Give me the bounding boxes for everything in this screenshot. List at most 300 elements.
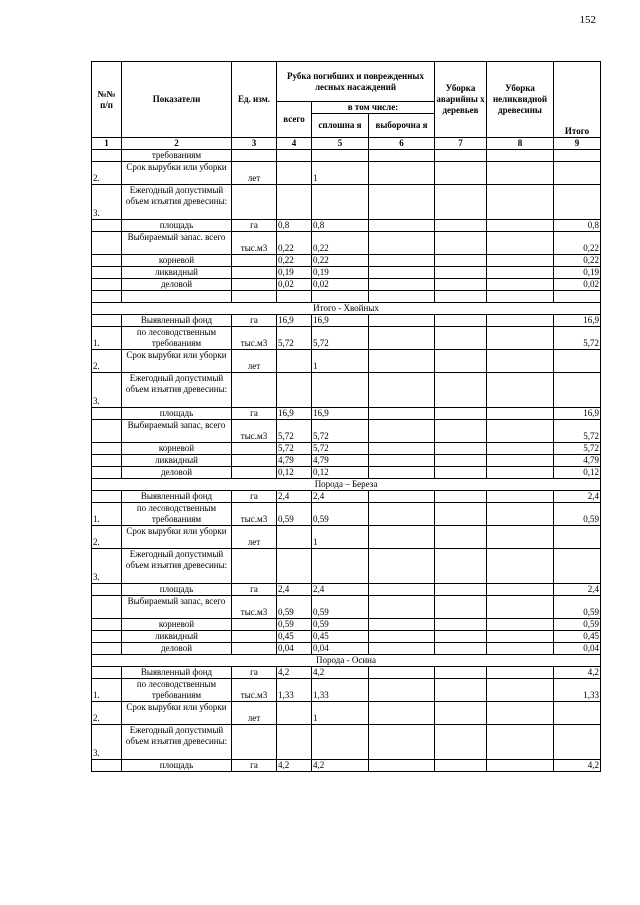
row-unit: га	[232, 491, 277, 503]
row-selective	[369, 467, 435, 479]
row-total	[277, 162, 312, 185]
row-total	[277, 150, 312, 162]
row-sum	[554, 526, 601, 549]
row-num	[92, 596, 122, 619]
table-row	[92, 725, 601, 760]
row-unit: тыс.м3	[232, 679, 277, 702]
table-header	[92, 62, 601, 150]
column-number: 1	[92, 138, 122, 150]
row-clear: 0,22	[312, 255, 369, 267]
row-num: 2.	[92, 350, 122, 373]
section-row	[92, 303, 601, 315]
column-number: 5	[312, 138, 369, 150]
section-row	[92, 479, 601, 491]
row-clear: 0,45	[312, 631, 369, 643]
row-indicator: по лесоводственным требованиям	[122, 503, 232, 526]
row-nonliquid	[487, 327, 554, 350]
row-indicator: Срок вырубки или уборки	[122, 702, 232, 725]
row-indicator: требованиям	[122, 150, 232, 162]
row-selective	[369, 220, 435, 232]
row-nonliquid	[487, 725, 554, 760]
row-sum: 4,79	[554, 455, 601, 467]
row-clear: 1	[312, 526, 369, 549]
row-total: 0,19	[277, 267, 312, 279]
row-indicator: Выявленный фонд	[122, 667, 232, 679]
row-nonliquid	[487, 373, 554, 408]
row-nonliquid	[487, 315, 554, 327]
row-unit: га	[232, 220, 277, 232]
row-emergency	[435, 220, 487, 232]
table-row	[92, 279, 601, 291]
row-clear: 5,72	[312, 443, 369, 455]
row-selective	[369, 279, 435, 291]
row-num	[92, 760, 122, 772]
row-selective	[369, 667, 435, 679]
row-total: 0,12	[277, 467, 312, 479]
row-indicator: по лесоводственным требованиям	[122, 679, 232, 702]
row-emergency	[435, 679, 487, 702]
row-nonliquid	[487, 667, 554, 679]
row-num: 3.	[92, 185, 122, 220]
row-num	[92, 255, 122, 267]
table-row	[92, 350, 601, 373]
row-sum: 2,4	[554, 491, 601, 503]
row-total: 16,9	[277, 408, 312, 420]
table-row	[92, 643, 601, 655]
row-total: 0,59	[277, 596, 312, 619]
row-indicator: Ежегодный допустимый объем изъятия древесины:	[122, 373, 232, 408]
row-emergency	[435, 350, 487, 373]
row-indicator: Срок вырубки или уборки	[122, 350, 232, 373]
row-emergency	[435, 408, 487, 420]
row-clear: 5,72	[312, 420, 369, 443]
row-total	[277, 549, 312, 584]
row-indicator: Выявленный фонд	[122, 315, 232, 327]
row-unit	[232, 467, 277, 479]
table-row	[92, 667, 601, 679]
table-row	[92, 702, 601, 725]
row-clear: 5,72	[312, 327, 369, 350]
row-total: 0,04	[277, 643, 312, 655]
row-num	[92, 232, 122, 255]
row-indicator: деловой	[122, 279, 232, 291]
row-total: 4,79	[277, 455, 312, 467]
row-clear: 4,2	[312, 667, 369, 679]
row-unit	[232, 549, 277, 584]
row-unit	[232, 150, 277, 162]
row-num: 2.	[92, 702, 122, 725]
row-total: 0,8	[277, 220, 312, 232]
row-unit: тыс.м3	[232, 596, 277, 619]
row-selective	[369, 350, 435, 373]
section-row	[92, 655, 601, 667]
row-total	[277, 185, 312, 220]
row-indicator: корневой	[122, 443, 232, 455]
header-unit: Ед. изм.	[232, 62, 277, 138]
row-selective	[369, 549, 435, 584]
row-nonliquid	[487, 549, 554, 584]
row-indicator: ликвидный	[122, 631, 232, 643]
table-row	[92, 373, 601, 408]
row-indicator: корневой	[122, 255, 232, 267]
row-indicator	[122, 291, 232, 303]
row-sum: 0,22	[554, 232, 601, 255]
row-indicator: Ежегодный допустимый объем изъятия древесины:	[122, 185, 232, 220]
row-emergency	[435, 327, 487, 350]
row-num	[92, 584, 122, 596]
row-num	[92, 315, 122, 327]
row-clear: 0,59	[312, 503, 369, 526]
row-unit	[232, 619, 277, 631]
table-row	[92, 315, 601, 327]
row-nonliquid	[487, 491, 554, 503]
row-sum	[554, 150, 601, 162]
row-indicator: площадь	[122, 408, 232, 420]
table-row	[92, 267, 601, 279]
row-selective	[369, 725, 435, 760]
table-body	[92, 150, 601, 772]
row-emergency	[435, 619, 487, 631]
row-nonliquid	[487, 455, 554, 467]
row-emergency	[435, 760, 487, 772]
row-total: 0,22	[277, 232, 312, 255]
column-numbers-row	[92, 138, 601, 150]
row-selective	[369, 232, 435, 255]
row-unit: га	[232, 760, 277, 772]
row-selective	[369, 443, 435, 455]
row-selective	[369, 679, 435, 702]
row-total: 4,2	[277, 667, 312, 679]
row-total: 0,22	[277, 255, 312, 267]
row-clear: 4,2	[312, 760, 369, 772]
row-selective	[369, 373, 435, 408]
row-sum: 0,04	[554, 643, 601, 655]
table-row	[92, 420, 601, 443]
row-num	[92, 150, 122, 162]
row-indicator: Выбираемый запас, всего	[122, 596, 232, 619]
row-num	[92, 420, 122, 443]
row-emergency	[435, 279, 487, 291]
row-num	[92, 631, 122, 643]
row-emergency	[435, 584, 487, 596]
row-indicator: площадь	[122, 760, 232, 772]
row-clear: 2,4	[312, 491, 369, 503]
column-number: 6	[369, 138, 435, 150]
row-indicator: Срок вырубки или уборки	[122, 162, 232, 185]
row-indicator: ликвидный	[122, 455, 232, 467]
row-emergency	[435, 315, 487, 327]
row-nonliquid	[487, 162, 554, 185]
row-emergency	[435, 596, 487, 619]
row-emergency	[435, 185, 487, 220]
row-nonliquid	[487, 267, 554, 279]
row-sum: 0,59	[554, 503, 601, 526]
header-total: всего	[277, 102, 312, 138]
row-sum: 5,72	[554, 327, 601, 350]
row-indicator: площадь	[122, 220, 232, 232]
row-total	[277, 702, 312, 725]
table-row	[92, 619, 601, 631]
row-indicator: площадь	[122, 584, 232, 596]
row-total	[277, 373, 312, 408]
row-unit	[232, 631, 277, 643]
table-row	[92, 549, 601, 584]
row-unit	[232, 267, 277, 279]
row-total	[277, 291, 312, 303]
header-clear: сплошна я	[312, 114, 369, 138]
row-selective	[369, 315, 435, 327]
row-sum	[554, 702, 601, 725]
row-nonliquid	[487, 232, 554, 255]
row-clear: 0,12	[312, 467, 369, 479]
row-unit: га	[232, 667, 277, 679]
row-nonliquid	[487, 702, 554, 725]
table-row	[92, 631, 601, 643]
row-clear: 2,4	[312, 584, 369, 596]
row-nonliquid	[487, 443, 554, 455]
row-sum	[554, 185, 601, 220]
row-unit: га	[232, 408, 277, 420]
row-nonliquid	[487, 467, 554, 479]
table-row	[92, 150, 601, 162]
row-indicator: Выбираемый запас, всего	[122, 420, 232, 443]
table-row	[92, 526, 601, 549]
row-nonliquid	[487, 679, 554, 702]
table-row	[92, 679, 601, 702]
row-nonliquid	[487, 350, 554, 373]
page-number: 152	[579, 14, 596, 26]
row-indicator: ликвидный	[122, 267, 232, 279]
row-selective	[369, 631, 435, 643]
section-title: Порода – Береза	[92, 479, 601, 491]
row-emergency	[435, 526, 487, 549]
row-unit: га	[232, 315, 277, 327]
row-nonliquid	[487, 760, 554, 772]
row-sum: 0,45	[554, 631, 601, 643]
row-num	[92, 291, 122, 303]
table-row	[92, 467, 601, 479]
row-sum	[554, 162, 601, 185]
row-total: 0,59	[277, 619, 312, 631]
row-num	[92, 443, 122, 455]
row-sum: 0,19	[554, 267, 601, 279]
row-nonliquid	[487, 408, 554, 420]
row-sum	[554, 350, 601, 373]
table-row	[92, 584, 601, 596]
header-including: в том числе:	[312, 102, 435, 114]
row-selective	[369, 584, 435, 596]
row-indicator: Срок вырубки или уборки	[122, 526, 232, 549]
row-sum: 16,9	[554, 408, 601, 420]
table-row	[92, 185, 601, 220]
row-nonliquid	[487, 596, 554, 619]
row-clear: 16,9	[312, 315, 369, 327]
row-clear: 0,02	[312, 279, 369, 291]
row-unit: лет	[232, 350, 277, 373]
row-num	[92, 267, 122, 279]
row-unit	[232, 443, 277, 455]
row-total: 5,72	[277, 327, 312, 350]
row-clear: 1	[312, 702, 369, 725]
table-row	[92, 327, 601, 350]
row-selective	[369, 327, 435, 350]
row-nonliquid	[487, 619, 554, 631]
row-unit: лет	[232, 162, 277, 185]
row-selective	[369, 408, 435, 420]
row-total: 2,4	[277, 584, 312, 596]
header-selective: выборочна я	[369, 114, 435, 138]
row-unit: тыс.м3	[232, 503, 277, 526]
header-sum: Итого	[554, 62, 601, 138]
row-emergency	[435, 725, 487, 760]
row-emergency	[435, 643, 487, 655]
row-emergency	[435, 162, 487, 185]
row-num: 1.	[92, 327, 122, 350]
row-clear	[312, 185, 369, 220]
row-unit	[232, 373, 277, 408]
row-clear: 0,59	[312, 596, 369, 619]
row-clear: 1,33	[312, 679, 369, 702]
row-emergency	[435, 549, 487, 584]
felling-table	[91, 61, 601, 772]
row-unit: тыс.м3	[232, 420, 277, 443]
row-total: 2,4	[277, 491, 312, 503]
row-unit: тыс.м3	[232, 232, 277, 255]
table-row	[92, 291, 601, 303]
row-total: 5,72	[277, 443, 312, 455]
row-clear	[312, 291, 369, 303]
row-selective	[369, 526, 435, 549]
row-nonliquid	[487, 255, 554, 267]
row-num	[92, 467, 122, 479]
row-clear: 0,22	[312, 232, 369, 255]
row-selective	[369, 503, 435, 526]
row-indicator: деловой	[122, 467, 232, 479]
row-nonliquid	[487, 220, 554, 232]
row-emergency	[435, 443, 487, 455]
row-emergency	[435, 373, 487, 408]
row-indicator: Выбираемый запас. всего	[122, 232, 232, 255]
column-number: 4	[277, 138, 312, 150]
row-sum: 1,33	[554, 679, 601, 702]
row-indicator: деловой	[122, 643, 232, 655]
row-unit	[232, 455, 277, 467]
row-emergency	[435, 667, 487, 679]
row-emergency	[435, 702, 487, 725]
row-sum: 5,72	[554, 420, 601, 443]
row-sum: 5,72	[554, 443, 601, 455]
row-selective	[369, 760, 435, 772]
row-sum	[554, 291, 601, 303]
row-total	[277, 350, 312, 373]
row-sum: 0,22	[554, 255, 601, 267]
row-selective	[369, 185, 435, 220]
row-sum: 2,4	[554, 584, 601, 596]
row-sum: 0,59	[554, 619, 601, 631]
row-clear: 1	[312, 350, 369, 373]
header-nonliquid: Уборка неликвидной древесины	[487, 62, 554, 138]
row-indicator: Ежегодный допустимый объем изъятия древесины:	[122, 549, 232, 584]
row-emergency	[435, 267, 487, 279]
row-unit: га	[232, 584, 277, 596]
column-number: 7	[435, 138, 487, 150]
row-unit: лет	[232, 702, 277, 725]
row-total: 5,72	[277, 420, 312, 443]
row-sum	[554, 549, 601, 584]
row-unit	[232, 255, 277, 267]
row-clear	[312, 725, 369, 760]
column-number: 9	[554, 138, 601, 150]
row-sum: 4,2	[554, 667, 601, 679]
row-indicator: по лесоводственным требованиям	[122, 327, 232, 350]
table-row	[92, 255, 601, 267]
row-total: 16,9	[277, 315, 312, 327]
row-unit	[232, 643, 277, 655]
table-row	[92, 596, 601, 619]
row-clear	[312, 549, 369, 584]
row-sum: 0,59	[554, 596, 601, 619]
row-unit	[232, 725, 277, 760]
row-num: 3.	[92, 725, 122, 760]
row-nonliquid	[487, 150, 554, 162]
row-indicator: Ежегодный допустимый объем изъятия древесины:	[122, 725, 232, 760]
row-unit	[232, 279, 277, 291]
row-emergency	[435, 150, 487, 162]
section-title: Порода - Осина	[92, 655, 601, 667]
row-nonliquid	[487, 643, 554, 655]
row-selective	[369, 491, 435, 503]
row-clear: 0,8	[312, 220, 369, 232]
row-sum: 4,2	[554, 760, 601, 772]
row-nonliquid	[487, 526, 554, 549]
row-emergency	[435, 455, 487, 467]
row-nonliquid	[487, 185, 554, 220]
row-total: 0,45	[277, 631, 312, 643]
row-nonliquid	[487, 584, 554, 596]
row-selective	[369, 455, 435, 467]
row-num	[92, 408, 122, 420]
row-sum: 0,8	[554, 220, 601, 232]
section-title: Итого - Хвойных	[92, 303, 601, 315]
row-selective	[369, 162, 435, 185]
row-nonliquid	[487, 420, 554, 443]
table-row	[92, 232, 601, 255]
row-sum: 0,12	[554, 467, 601, 479]
row-emergency	[435, 631, 487, 643]
row-num	[92, 279, 122, 291]
row-num: 3.	[92, 549, 122, 584]
row-num	[92, 619, 122, 631]
header-num: №№ п/п	[92, 62, 122, 138]
row-selective	[369, 702, 435, 725]
row-num	[92, 220, 122, 232]
row-sum: 16,9	[554, 315, 601, 327]
table-row	[92, 162, 601, 185]
table-row	[92, 491, 601, 503]
row-num: 1.	[92, 503, 122, 526]
row-clear: 1	[312, 162, 369, 185]
row-num: 1.	[92, 679, 122, 702]
column-number: 8	[487, 138, 554, 150]
row-unit	[232, 291, 277, 303]
row-emergency	[435, 467, 487, 479]
row-num: 2.	[92, 526, 122, 549]
row-total: 4,2	[277, 760, 312, 772]
row-emergency	[435, 232, 487, 255]
table-row	[92, 408, 601, 420]
column-number: 3	[232, 138, 277, 150]
row-sum	[554, 725, 601, 760]
